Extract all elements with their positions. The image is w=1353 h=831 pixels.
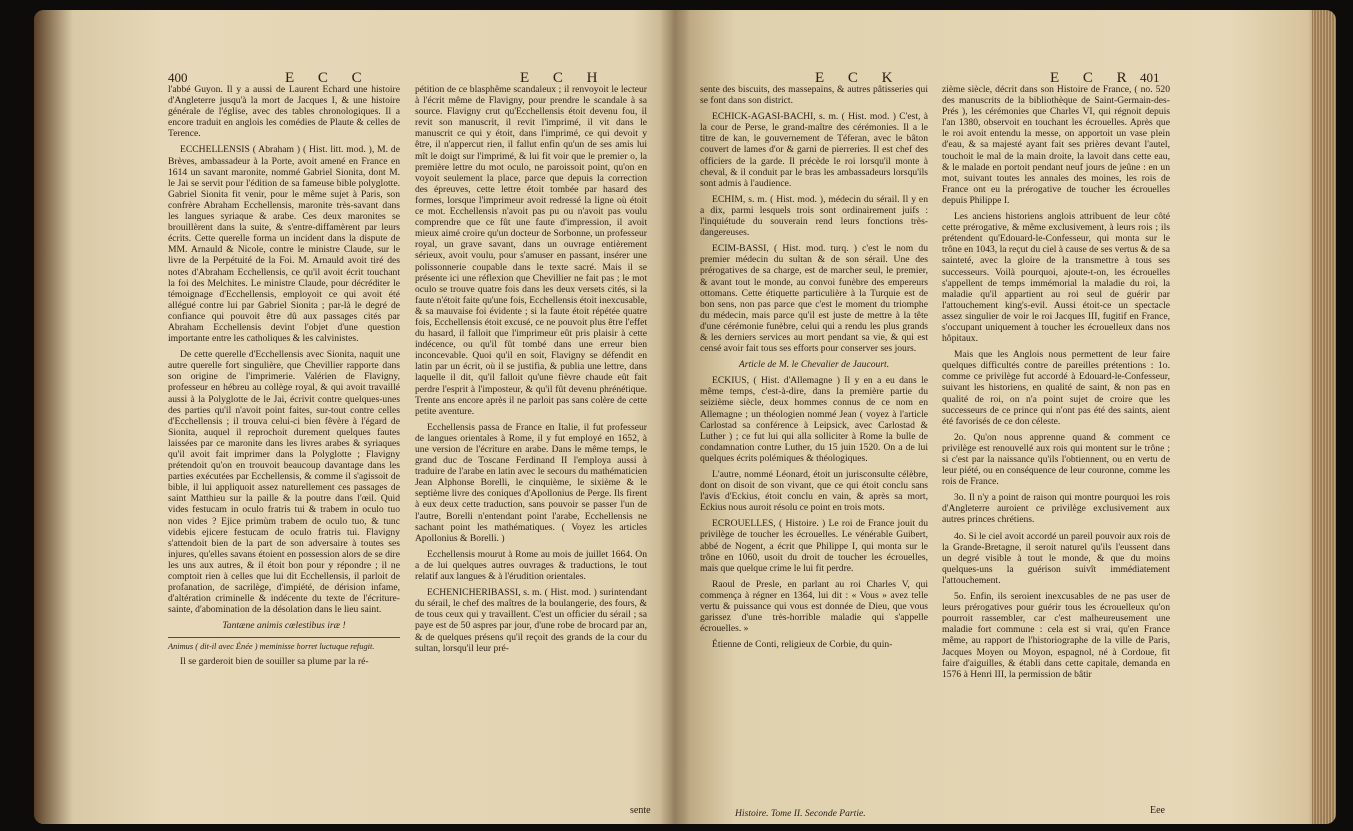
paragraph: 2o. Qu'on nous apprenne quand & comment ce privilège est renouvellé aux rois qui montent sur le trône ; si c'est par la naissance qu'ils l'obtiennent, ou en vertu de leur piété, ou en conséquence de leur couronne, comme les rois de France.	[942, 431, 1170, 488]
paragraph: Ecchellensis passa de France en Italie, il fut professeur de langues orientales à Rome, il y fut employé en 1652, à une version de l'écriture en arabe. Dans le même temps, le grand duc de Toscane Ferdinand II l'employa aussi à traduire de l'arabe en latin avec le secours du mathématicien Jean Alphonse Borelli, le cinquième, le sixième & le septième livre des coniques d'Apollonius de Perge. Ils firent à eux deux cette traduction, sans pouvoir se passer l'un de l'autre, Borelli n'entendant point l'arabe, Ecchellensis ne sachant point les mathématiques. ( Voyez les articles Apollonius & Borelli. )	[415, 421, 647, 544]
paragraph: l'abbé Guyon. Il y a aussi de Laurent Echard une histoire d'Angleterre jusqu'à la mort de Jacques I, & une histoire générale de l'église, avec des tables chronologiques. Il a encore traduit en anglois les comédies de Plaute & celles de Terence.	[168, 84, 400, 140]
left-column-2	[415, 84, 647, 659]
entry-echim: ECHIM, s. m. ( Hist. mod. ), médecin du sérail. Il y en a dix, parmi lesquels trois sont ordinairement juifs : l'inquiétude du souverain rend leurs fonctions très-dangereuses.	[700, 193, 928, 239]
paragraph: sente des biscuits, des massepains, & autres pâtisseries qui se font dans son district.	[700, 84, 928, 107]
paragraph: L'autre, nommé Léonard, étoit un jurisconsulte célèbre, dont on disoit de son vivant, que ce qui étoit conclu sans l'avis d'Eckius, étoit conclu en vain, & après sa mort, Eckius nous auroit résolu ce point en trois mots.	[700, 469, 928, 514]
paragraph: 4o. Si le ciel avoit accordé un pareil pouvoir aux rois de la Grande-Bretagne, il seroit naturel qu'ils l'eussent dans un degré visible à tout le monde, & que du moins quelques-uns la guérison suivît immédiatement l'attouchement.	[942, 530, 1170, 586]
paragraph: Il se garderoit bien de souiller sa plume par la ré-	[180, 656, 369, 668]
paragraph: Raoul de Presle, en parlant au roi Charles V, qui commença à régner en 1364, lui dit : « Vous » avez telle vertu & puissance qui vous est donnée de Dieu, que vous garissez d'une très-horrible maladie qui s'appelle écrouelles. »	[700, 578, 928, 635]
footnote: Animus ( dit-il avec Énée ) meminisse horret luctuque refugit.	[168, 641, 375, 651]
right-column-2	[942, 84, 1170, 685]
paragraph: De cette querelle d'Ecchellensis avec Sionita, naquit une autre querelle fort singulière, que Chevillier rapporte dans son origine de l'imprimerie. Valérien de Flavigny, professeur en hébreu au collège royal, & qui avoit travaillé aussi à la Polyglotte de le Jai, écrivit contre quelques-unes des parties qu'il n'avoit point faites, sur-tout contre celles d'Ecchellensis ; il trouva celui-ci bien fêvère à l'égard de Sionita, auquel il reprochoit durement quelques fautes laissées par ce maronite dans les livres arabes & syriaques qu'il avoit fait imprimer dans la Polyglotte ; Flavigny prétendoit qu'on en trouvoit beaucoup davantage dans les parties exécutées par Ecchellensis, & comme il s'agissoit de bible, il lui appliquoit assez naturellement ces passages de saint Matthieu sur la paille & la poutre dans l'œil. Quid vides festucam in oculo fratris tui & trabem in oculo tuo non vides ? Ejice primùm trabem de oculo tuo, & tunc videbis ejicere festucam de oculo fratris tui. Flavigny s'attendoit bien de la part de son adversaire à toutes ses injures, qu'elles savans étoient en possession alors de se dire les uns aux autres, & il étoit bon pour y répondre ; il ne comptoit rien à celles que lui dit Ecchellensis, il parloit de profanation, de sacrilège, d'impiété, de dérision infame, d'altération criminelle & indécente du texte de l'écriture-sainte, d'abomination de la désolation dans le lieu saint.	[168, 349, 400, 616]
paragraph: pétition de ce blasphême scandaleux ; il renvoyoit le lecteur à l'écrit même de Flavigny, pour prendre le scandale à sa source. Flavigny crut qu'Ecchellensis étoit devenu fou, il revit son manuscrit, il revit l'imprimé, il vit dans le manuscrit ce qui y étoit, dans l'imprimé, ce qui devoit y être, il n'appercut rien, il fallut enfin qu'un de ses amis lui mît le doigt sur l'imprimé, & lui fit voir que le premier o, la première lettre du mot oculo, ne paroissoit point, qu'on en voyoit seulement la place, parce que depuis la correction des épreuves, cette lettre étoit tombée par hasard des formes, lorsque l'imprimeur avoit redressé la ligne où étoit ce mot. Ecchellensis n'avoit pas pu ou n'avoit pas voulu comprendre que ce fût une faute d'impression, il avoit mieux aimé croire qu'un docteur de Sorbonne, un professeur royal, un grave savant, dans un ouvrage entièrement sérieux, avoit voulu, pour s'amuser en passant, insérer une polissonnerie coupable dans le texte sacré. Mais il se présente ici une réflexion que Chevillier ne fait pas ; le mot oculo se trouve quatre fois dans les deux versets cités, si la faute n'étoit faite qu'une fois, Ecchellensis étoit inexcusable, & sa mauvaise foi évidente ; si la faute étoit répétée quatre fois, Ecchellensis étoit excusé, ce ne pouvoit plus être l'effet du hasard, il falloit que l'imprimeur eût pris plaisir à cette indécence, ou qu'il fût tombé dans une erreur bien inconcevable. Quoi qu'il en soit, Flavigny se défendit en latin par un écrit, où il se justifia, & publia une lettre, dans laquelle il dit, qu'il falloit qu'une fièvre chaude eût fait perdre l'esprit à l'imposteur, & qu'il fût devenu phrénétique. Trente ans encore après il ne parloit pas sans colère de cette petite aventure.	[415, 84, 647, 417]
catchword: Eee	[1150, 805, 1165, 816]
catchword: sente	[630, 805, 651, 816]
paragraph: 5o. Enfin, ils seroient inexcusables de ne pas user de leurs prérogatives pour guérir tous les écrouelleux qu'on pourroit rassembler, car c'est malheureusement une maladie fort commune : cela est si vrai, qu'en France même, au rapport de l'historiographe de la ville de Paris, Jacques Moyen ou Moyon, espagnol, né à Cordoue, fit faire d'aiguilles, & établi dans cette capitale, demanda en 1576 à Henri III, la permission de bâtir	[942, 591, 1170, 680]
entry-echick-agasi-bachi: ECHICK-AGASI-BACHI, s. m. ( Hist. mod. ) C'est, à la cour de Perse, le grand-maître des cérémonies. Il a le titre de kan, le gouvernement de Téferan, avec le bâton couvert de lames d'or & garni de pierreries. Il est chef des officiers de la garde. Il précède le roi lorsqu'il monte à cheval, & il conduit par le bras les ambassadeurs lorsqu'ils sont admis à l'audience.	[700, 111, 928, 189]
quotation: Tantæne animis cœlestibus iræ !	[222, 620, 346, 632]
running-head: E C H	[520, 70, 608, 86]
page-number: 400	[168, 70, 188, 85]
paragraph: Les anciens historiens anglois attribuent de leur côté cette prérogative, & même exclusivement, à leurs rois ; ils prétendent qu'Edouard-le-Confesseur, qui monta sur le trône en 1043, la reçut du ciel à cause de ses vertus & de sa sainteté, avec la gloire de la transmettre à tous ses successeurs. Voilà pourquoi, ajoute-t-on, les écrouelles s'appellent de temps immémorial la maladie du roi, la maladie qu'il appartient au roi seul de guérir par l'attouchement king's-evil. Aussi étoit-ce un spectacle assez singulier de voir le roi Jacques III, fugitif en France, s'occupant uniquement à toucher les écrouelleux dans nos hôpitaux.	[942, 211, 1170, 345]
paragraph: Mais que les Anglois nous permettent de leur faire quelques difficultés contre de pareilles prétentions : 1o. comme ce privilège fut accordé à Edouard-le-Confesseur, suivant les historiens, en qualité de saint, & non pas en qualité de roi, on n'a point sujet de croire que les successeurs de ce prince qui n'ont pas été des saints, aient été favorisés de ce don céleste.	[942, 349, 1170, 427]
entry-ecrouelles: ECROUELLES, ( Histoire. ) Le roi de France jouit du privilège de toucher les écrouelles. Le vénérable Guibert, abbé de Nogent, a écrit que Philippe I, qui monta sur le trône en 1060, usoit du droit de toucher les écrouelles, mais que quelque crime le lui fit perdre.	[700, 518, 928, 574]
running-head: E C C	[285, 70, 372, 86]
paragraph: 3o. Il n'y a point de raison qui montre pourquoi les rois d'Angleterre auroient ce privilège exclusivement aux autres princes chrétiens.	[942, 492, 1170, 526]
entry-echenicheribassi: ECHENICHERIBASSI, s. m. ( Hist. mod. ) surintendant du sérail, le chef des maîtres de la boulangerie, des fours, & de tous ceux qui y travaillent. C'est un officier du sérail ; sa paye est de 50 aspres par jour, d'une robe de brocard par an, & de quelques présens qu'il reçoit des grands de la cour du sultan, lorsqu'il leur pré-	[415, 587, 647, 654]
left-column-1	[168, 84, 400, 672]
paragraph: Ecchellensis mourut à Rome au mois de juillet 1664. On a de lui quelques autres ouvrages & traductions, le tout relatif aux langues & à l'érudition orientales.	[415, 548, 647, 583]
right-column-1	[700, 84, 928, 655]
footnote-rule	[168, 637, 400, 638]
article-signature: Article de M. le Chevalier de Jaucourt.	[738, 359, 890, 371]
entry-ecim-bassi: ECIM-BASSI, ( Hist. mod. turq. ) c'est le nom du premier médecin du sultan & de son sérail. Une des prérogatives de sa charge, est de marcher seul, le premier, & avant tout le monde, au convoi funèbre des empereurs ottomans. Cette étiquette particulière à la Turquie est de bon sens, non pas parce que c'est le moment du triomphe du médecin, mais parce qu'il est juste de mettre à la tête d'une cérémonie funèbre, celui qui a rendu les plus grands & les derniers services au mort pendant sa vie, & qui est censé avoir fait tous ses efforts pour conserver ses jours.	[700, 243, 928, 355]
book-gutter	[660, 10, 690, 824]
entry-ecchellensis: ECCHELLENSIS ( Abraham ) ( Hist. litt. mod. ), M. de Brèves, ambassadeur à la Porte, avoit amené en France en 1614 un savant maronite, nommé Gabriel Sionita, dont M. le Jai se servit pour l'édition de sa fameuse bible polyglotte. Gabriel Sionita fit venir, pour le même sujet à Paris, son confrère Abraham Ecchellensis, maronite très-savant dans les langues syriaque & arabe. Ces deux maronites se brouillèrent dans la suite, & s'entre-diffamèrent par leurs écrits. Cette querelle forma un incident dans la dispute de MM. Arnauld & Nicole, contre le ministre Claude, sur le livre de la Perpétuité de la Foi. M. Arnauld avoit tiré des notes d'Abraham Ecchellensis, ce qu'il avoit écrit touchant la foi des Melchites. Le ministre Claude, pour décréditer le témoignage d'Ecchellensis, employoit ce qui avoit été allégué contre lui par Gabriel Sionita ; par-là le degré de confiance qui pouvoit être dû aux passages cités par Abraham Ecchellensis devint l'objet d'une question importante entre les catholiques & les calvinistes.	[168, 144, 400, 345]
paragraph: zième siècle, décrit dans son Histoire de France, ( no. 520 des manuscrits de la bibliothèque de Saint-Germain-des-Prés ), les cérémonies que Charles VI, qui régnoit depuis l'an 1380, observoit en touchant les écrouelles. Après que le roi avoit entendu la messe, on apportoit un vase plein d'eau, & sa majesté ayant fait ses prières devant l'autel, touchoit le mal de la main droite, la lavoit dans cette eau, & le malade en portoit pendant neuf jours de jeûne : en un mot, suivant toutes les annales des moines, les rois de France ont eu la prérogative de toucher les écrouelles depuis Philippe I.	[942, 84, 1170, 206]
entry-eckius: ECKIUS, ( Hist. d'Allemagne ) Il y en a eu dans le même temps, c'est-à-dire, dans la première partie du seizième siècle, deux hommes connus de ce nom en Allemagne ; un théologien nommé Jean ( voyez à l'article Carlostad sa conférence à Leipsick, avec Carlostad & Luther ) ; ce fut lui qui alla solliciter à Rome la bulle de condamnation contre Luther, du 15 juin 1520. On a de lui quelques écrits polémiques & théologiques.	[700, 375, 928, 464]
paragraph: Étienne de Conti, religieux de Corbie, du quin-	[712, 639, 893, 651]
running-head: E C K	[815, 70, 903, 86]
book-edge-right	[1312, 10, 1336, 824]
signature-line: Histoire. Tome II. Seconde Partie.	[735, 808, 866, 819]
page-number: 401	[1140, 70, 1160, 85]
running-head: E C R	[1050, 70, 1137, 86]
